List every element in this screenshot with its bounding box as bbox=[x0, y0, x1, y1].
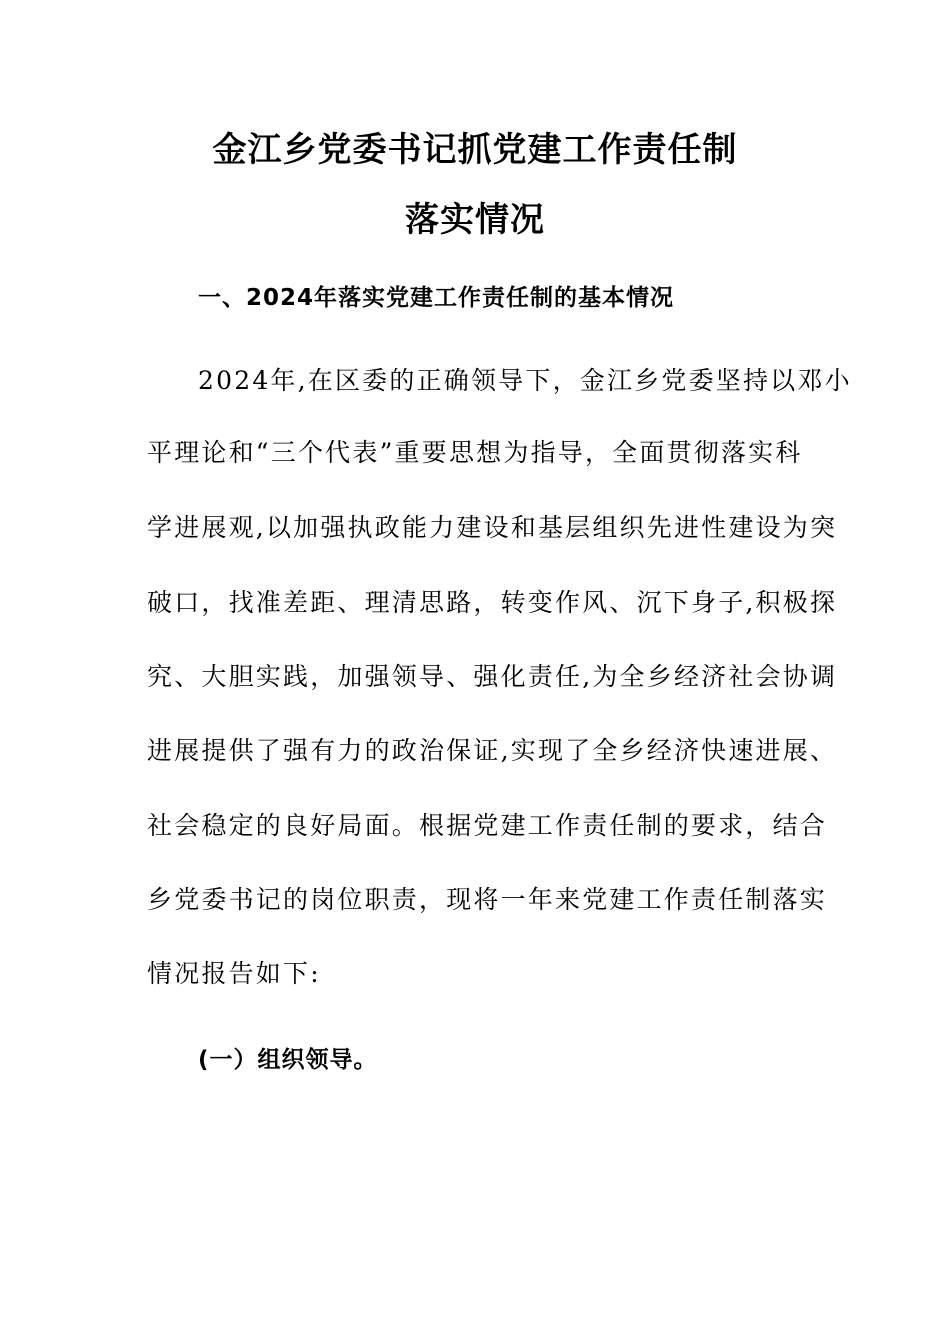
paragraph-line: 乡党委书记的岗位职责，现将一年来党建工作责任制落实 bbox=[147, 885, 828, 914]
paragraph-line: 究、大胆实践，加强领导、强化责任,为全乡经济社会协调 bbox=[147, 662, 838, 691]
paragraph-line: 2024年,在区委的正确领导下，金江乡党委坚持以邓小 bbox=[198, 366, 852, 395]
paragraph-line: 学进展观,以加强执政能力建设和基层组织先进性建设为突 bbox=[147, 513, 838, 542]
paragraph-line: 进展提供了强有力的政治保证,实现了全乡经济快速进展、 bbox=[147, 736, 838, 765]
paragraph-line: 社会稳定的良好局面。根据党建工作责任制的要求，结合 bbox=[147, 811, 828, 840]
paragraph-line: 平理论和“三个代表”重要思想为指导，全面贯彻落实科 bbox=[147, 438, 803, 467]
document-title-line-2: 落实情况 bbox=[405, 200, 545, 240]
document-title-line-1: 金江乡党委书记抓党建工作责任制 bbox=[212, 130, 738, 170]
paragraph-line: 破口，找准差距、理清思路，转变作风、沉下身子,积极探 bbox=[147, 588, 838, 617]
paragraph-line: 情况报告如下: bbox=[147, 959, 321, 988]
section-heading: 一、2024年落实党建工作责任制的基本情况 bbox=[198, 285, 675, 311]
subsection-heading: (一）组织领导。 bbox=[198, 1047, 378, 1073]
